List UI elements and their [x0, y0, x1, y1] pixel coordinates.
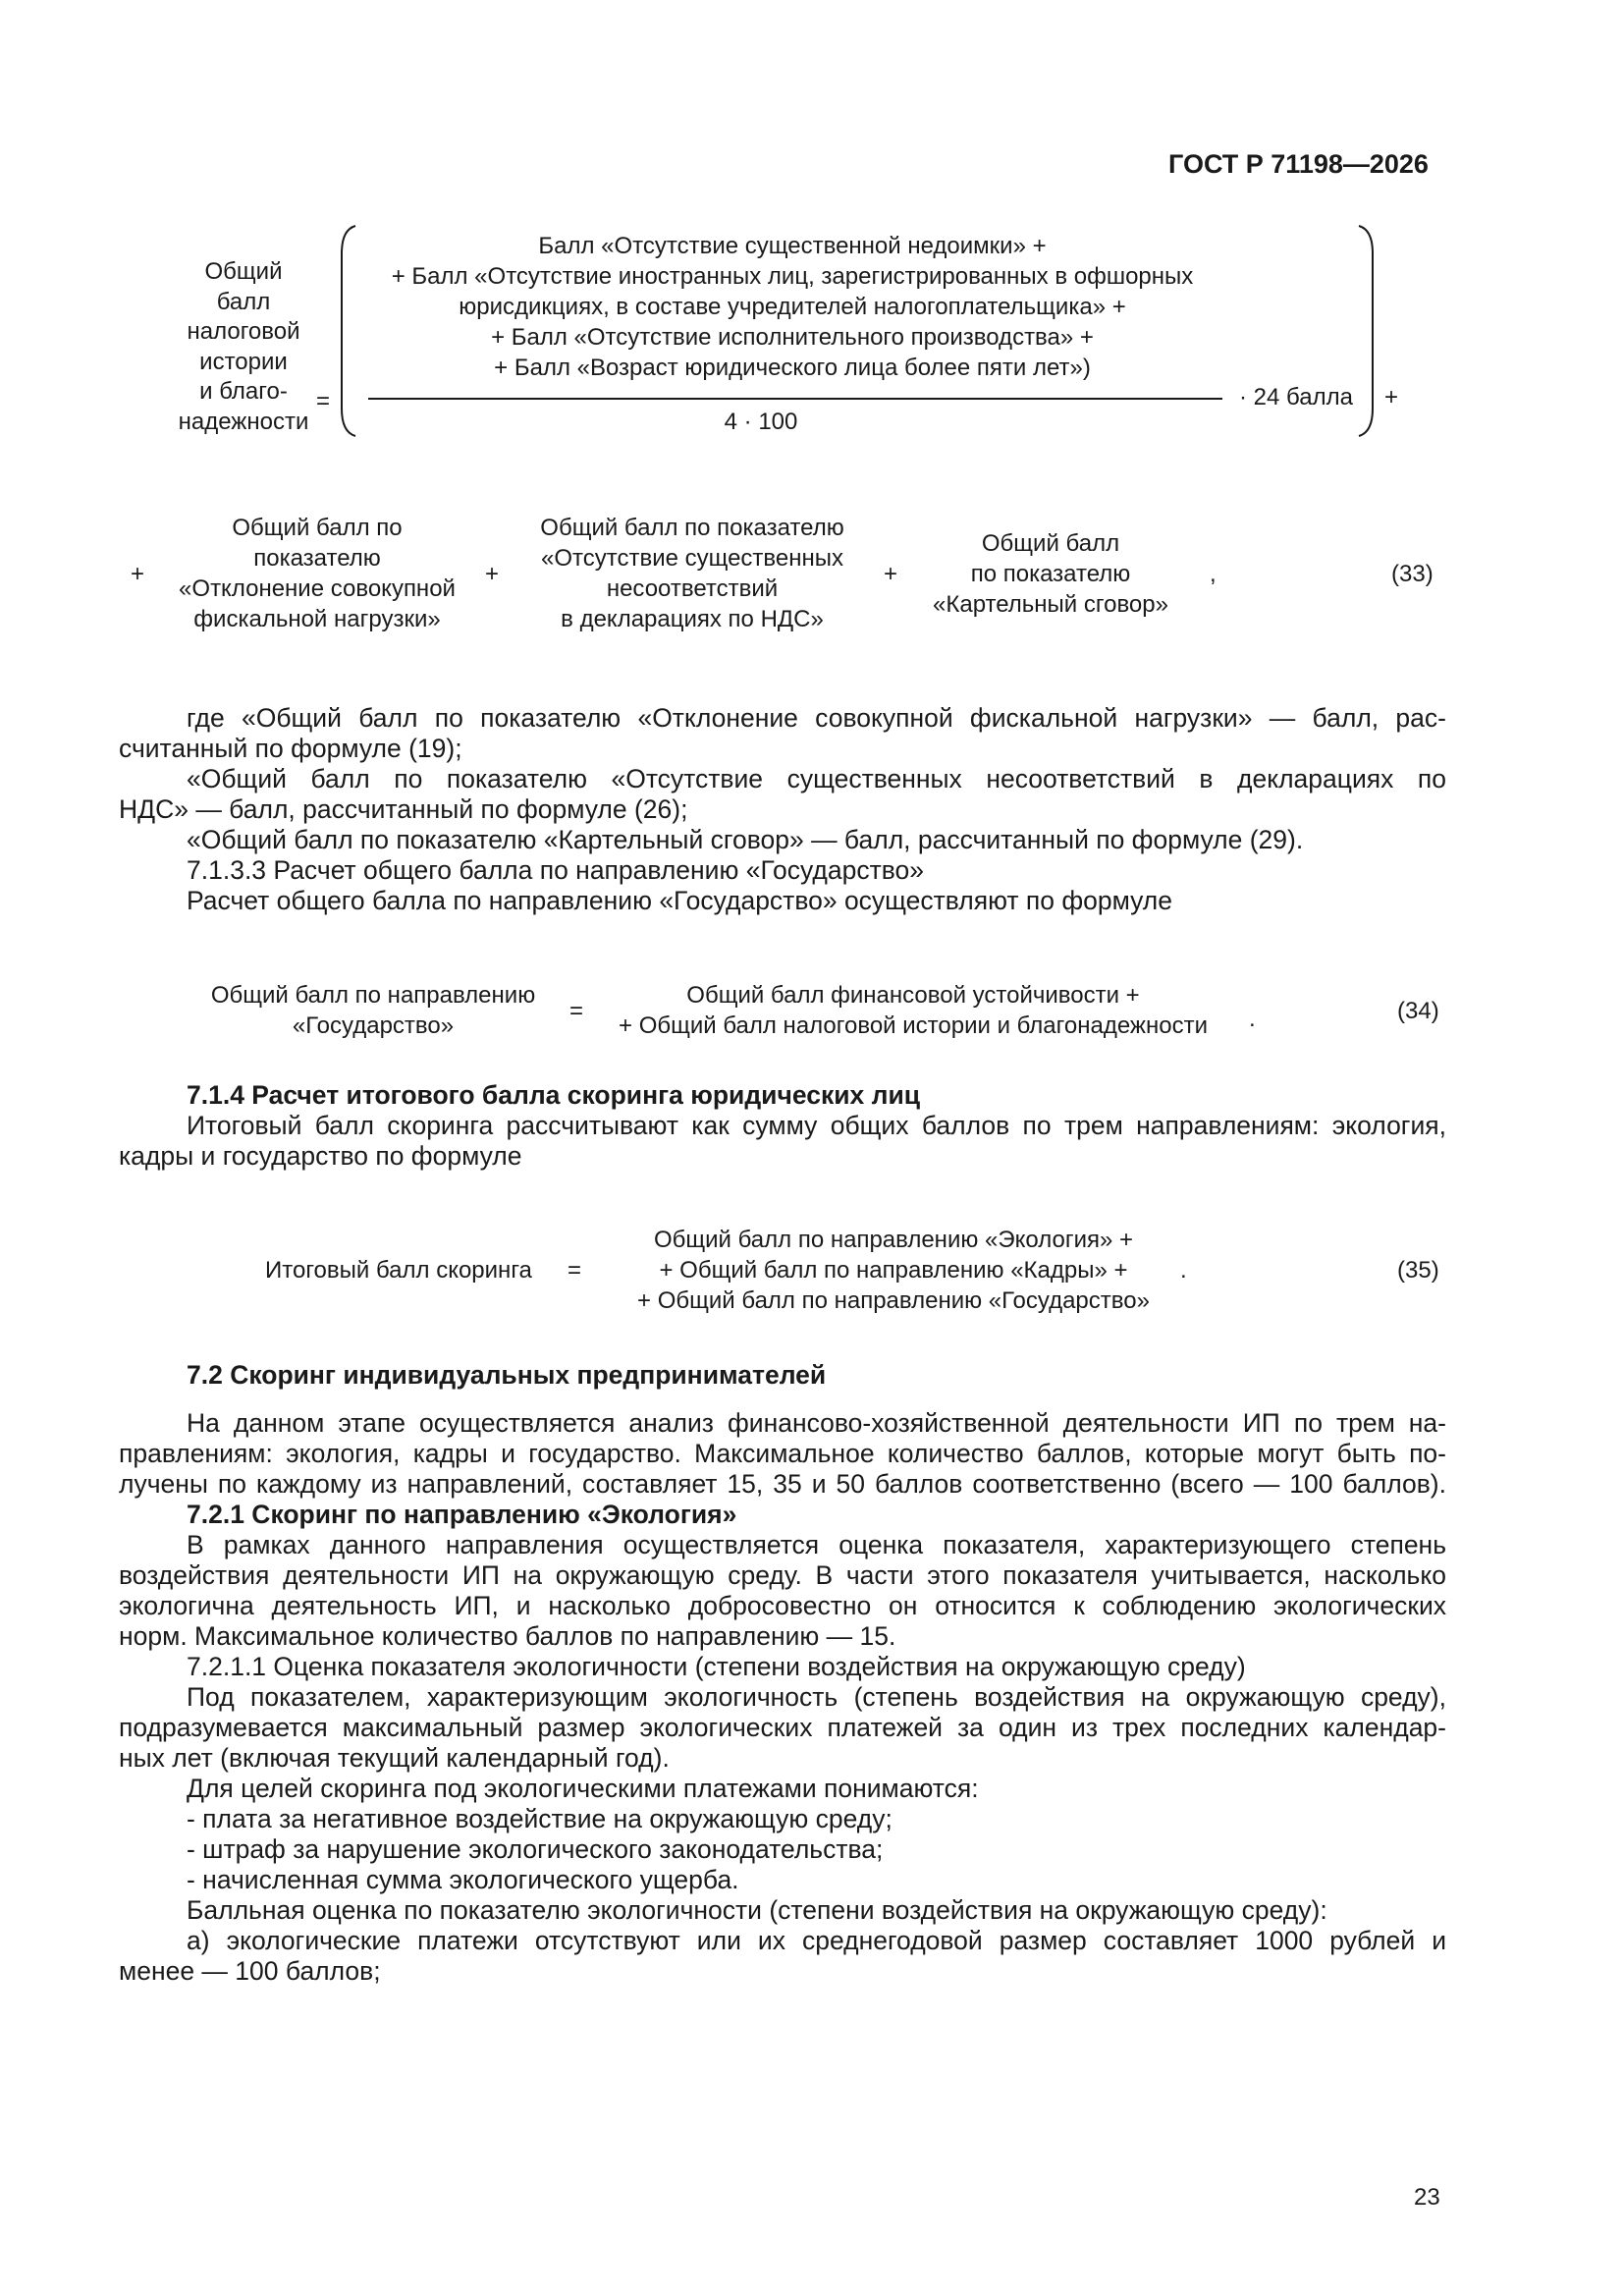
- section-7-1-4: [119, 1080, 1446, 1172]
- formula-33-denominator: 4 · 100: [724, 409, 798, 435]
- section-heading-7-2: 7.2 Скоринг индивидуальных предпринимателей: [187, 1360, 827, 1390]
- term-line: Общий балл по показателю: [540, 515, 844, 541]
- formula-33-plus: +: [485, 561, 500, 587]
- formula-33-left-bracket: [334, 224, 359, 438]
- page-number: 23: [1414, 2184, 1440, 2211]
- text-line: Для целей скоринга под экологическими платежами понимаются:: [187, 1774, 979, 1803]
- list-item: - начисленная сумма экологического ущерба.: [187, 1865, 739, 1894]
- formula-33-comma: ,: [1210, 561, 1217, 587]
- formula-33-lhs-line: налоговой: [187, 318, 300, 345]
- formula-33-term-fiscal: [155, 513, 479, 634]
- section-heading: 7.1.4 Расчет итогового балла скоринга юридических лиц: [187, 1080, 921, 1110]
- term-line: «Отсутствие существенных: [540, 545, 844, 572]
- formula-33-right-bracket: [1355, 224, 1380, 438]
- term-line: показателю: [253, 545, 381, 572]
- formula-33-plus: +: [884, 561, 898, 587]
- term-line: «Отклонение совокупной: [179, 575, 456, 602]
- lhs-line: «Государство»: [292, 1012, 455, 1039]
- text-line: а) экологические платежи отсутствуют или их среднегодовой размер составляет 1000 рублей и: [187, 1926, 1446, 1955]
- rhs-line: Общий балл по направлению «Экология» +: [653, 1227, 1134, 1253]
- formula-35-lhs: Итоговый балл скоринга: [265, 1257, 532, 1284]
- section-7-2-body: [119, 1408, 1446, 1987]
- formula-33-fraction-line: [368, 398, 1222, 400]
- numerator-line: + Балл «Возраст юридического лица более пяти лет»): [494, 355, 1091, 381]
- text-line: менее — 100 баллов;: [119, 1956, 381, 1986]
- formula-33-multiplier: · 24 балла: [1239, 384, 1353, 410]
- term-line: Общий балл по: [232, 515, 403, 541]
- formula-33-lhs-line: надежности: [178, 408, 309, 435]
- numerator-line: + Балл «Отсутствие исполнительного производства» +: [491, 324, 1094, 351]
- formula-33-plus: +: [131, 561, 145, 587]
- numerator-line: Балл «Отсутствие существенной недоимки» +: [538, 233, 1047, 259]
- formula-35-dot: .: [1180, 1257, 1187, 1284]
- text-line: норм. Максимальное количество баллов по направлению — 15.: [119, 1621, 896, 1651]
- text-line: воздействия деятельности ИП на окружающую среду. В части этого показателя учитывается, насколько: [119, 1560, 1446, 1590]
- text-line: Под показателем, характеризующим экологичность (степень воздействия на окружающую среду),: [187, 1682, 1446, 1712]
- lhs-line: Общий балл по направлению: [210, 982, 536, 1009]
- numerator-line: + Балл «Отсутствие иностранных лиц, зарегистрированных в офшорных: [391, 263, 1194, 290]
- formula-34-equals: =: [569, 998, 584, 1024]
- list-item: - плата за негативное воздействие на окружающую среду;: [187, 1804, 893, 1833]
- rhs-line: Общий балл финансовой устойчивости +: [686, 982, 1140, 1009]
- text-line: НДС» — балл, рассчитанный по формуле (26);: [119, 794, 688, 824]
- formula-33-lhs: [165, 257, 322, 437]
- term-line: Общий балл: [981, 530, 1120, 557]
- formula-34-lhs: [196, 980, 550, 1041]
- formula-33-term-vat: [511, 513, 874, 634]
- section-heading: 7.2.1 Скоринг по направлению «Экология»: [187, 1500, 737, 1529]
- formula-33-lhs-line: Общий: [204, 258, 283, 285]
- formula-33-number: (33): [1391, 561, 1434, 587]
- formula-34-rhs: [599, 980, 1227, 1041]
- term-line: по показателю: [970, 561, 1131, 587]
- formula-34-dot: .: [1249, 1006, 1256, 1032]
- text-line: Расчет общего балла по направлению «Государство» осуществляют по формуле: [187, 886, 1172, 915]
- formula-34-number: (34): [1397, 998, 1439, 1024]
- formula-33-numerator: [365, 231, 1219, 383]
- subsection-title: 7.2.1.1 Оценка показателя экологичности (степени воздействия на окружающую среду): [187, 1652, 1246, 1681]
- rhs-line: + Общий балл по направлению «Государство»: [637, 1287, 1150, 1314]
- rhs-line: + Общий балл налоговой истории и благонадежности: [619, 1012, 1208, 1039]
- term-line: в декларациях по НДС»: [561, 606, 824, 632]
- text-line: подразумевается максимальный размер экологических платежей за один из трех последних календар-: [119, 1713, 1446, 1742]
- formula-33-equals: =: [316, 388, 331, 414]
- text-line: «Общий балл по показателю «Отсутствие существенных несоответствий в декларациях по: [187, 764, 1446, 793]
- text-line: кадры и государство по формуле: [119, 1141, 522, 1171]
- text-line: считанный по формуле (19);: [119, 734, 462, 763]
- text-line: На данном этапе осуществляется анализ финансово-хозяйственной деятельности ИП по трем на-: [187, 1408, 1446, 1438]
- term-line: фискальной нагрузки»: [193, 606, 441, 632]
- formula-33-lhs-line: и благо-: [199, 378, 288, 405]
- text-line: В рамках данного направления осуществляется оценка показателя, характеризующего степень: [187, 1530, 1446, 1559]
- formula-35-number: (35): [1397, 1257, 1439, 1284]
- document-standard-header: ГОСТ Р 71198—2026: [1168, 149, 1429, 179]
- text-line: «Общий балл по показателю «Картельный сговор» — балл, рассчитанный по формуле (29).: [187, 825, 1304, 854]
- rhs-line: + Общий балл по направлению «Кадры» +: [659, 1257, 1128, 1284]
- formula-35-equals: =: [568, 1257, 582, 1284]
- formula-33-term-cartel: [903, 528, 1198, 620]
- text-line: лучены по каждому из направлений, составляет 15, 35 и 50 баллов соответственно (всего — 100 баллов).: [119, 1469, 1446, 1499]
- text-line: где «Общий балл по показателю «Отклонение совокупной фискальной нагрузки» — балл, рас-: [187, 703, 1446, 733]
- numerator-line: юрисдикциях, в составе учредителей налогоплательщика» +: [459, 294, 1126, 320]
- list-item: - штраф за нарушение экологического законодательства;: [187, 1834, 884, 1864]
- text-line: Итоговый балл скоринга рассчитывают как сумму общих баллов по трем направлениям: экология,: [187, 1111, 1446, 1140]
- text-line: Балльная оценка по показателю экологичности (степени воздействия на окружающую среду):: [187, 1895, 1327, 1925]
- explanation-block: [119, 703, 1446, 916]
- text-line: правлениям: экология, кадры и государство. Максимальное количество баллов, которые могут быть по-: [119, 1439, 1446, 1468]
- formula-33-lhs-line: истории: [199, 348, 288, 375]
- formula-35-rhs: [599, 1225, 1188, 1316]
- term-line: несоответствий: [606, 575, 779, 602]
- term-line: «Картельный сговор»: [933, 591, 1168, 618]
- formula-33-trailing-plus: +: [1384, 384, 1399, 410]
- text-line: ных лет (включая текущий календарный год).: [119, 1743, 670, 1773]
- subsection-title: 7.1.3.3 Расчет общего балла по направлению «Государство»: [187, 855, 924, 885]
- text-line: экологична деятельность ИП, и насколько добросовестно он относится к соблюдению экологических: [119, 1591, 1446, 1620]
- formula-33-lhs-line: балл: [216, 288, 271, 315]
